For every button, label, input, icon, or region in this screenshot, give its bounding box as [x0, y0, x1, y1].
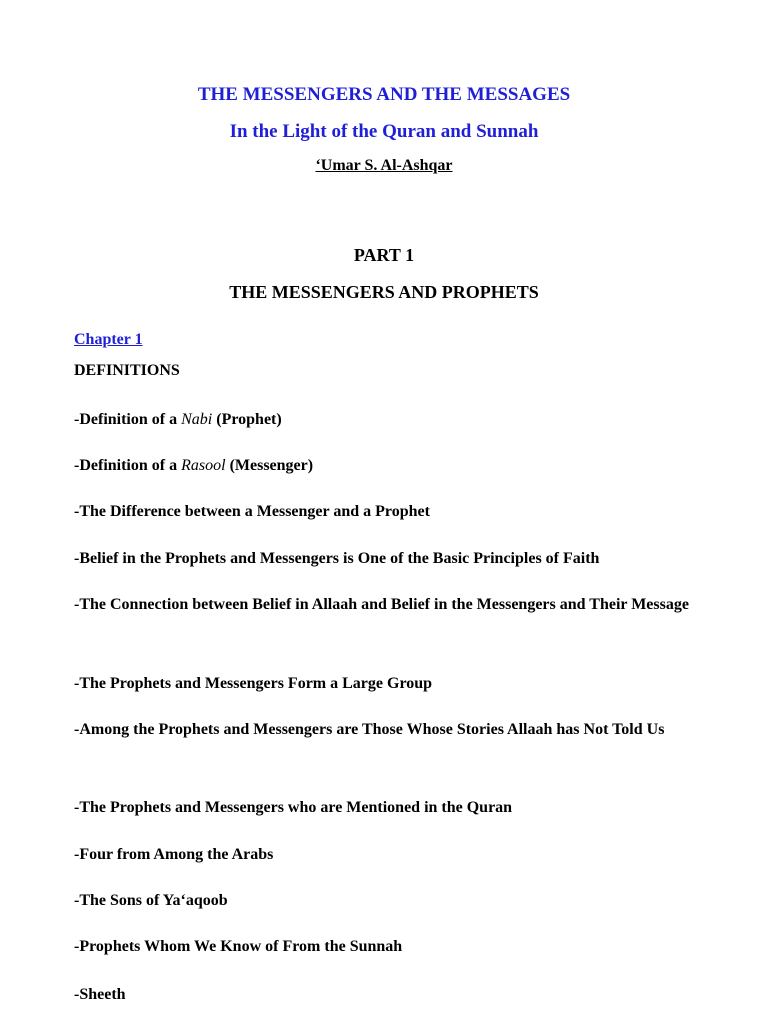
- toc-item-sunnah-prophets: -Prophets Whom We Know of From the Sunnah: [74, 938, 403, 955]
- toc-item-rasool: [74, 450, 694, 481]
- toc-item-sheeth: -Sheeth: [74, 986, 126, 1003]
- chapter-link[interactable]: Chapter 1: [74, 331, 143, 348]
- part-title: THE MESSENGERS AND PROPHETS: [229, 282, 539, 302]
- toc-item-term: Rasool: [181, 457, 226, 474]
- toc-item-untold-stories: -Among the Prophets and Messengers are Those Whose Stories Allaah has Not Told Us: [74, 721, 665, 738]
- toc-item-belief-principles: -Belief in the Prophets and Messengers is One of the Basic Principles of Faith: [74, 550, 600, 567]
- toc-item-sons-yaaqoob: -The Sons of Ya‘aqoob: [74, 892, 228, 909]
- author-line: [0, 157, 768, 175]
- toc-item-suffix: (Prophet): [212, 411, 282, 428]
- toc-item-prefix: -Definition of a: [74, 457, 182, 474]
- toc-item-suffix: (Messenger): [225, 457, 314, 474]
- toc-item-prefix: -Definition of a: [74, 411, 182, 428]
- toc-item-nabi: [74, 404, 694, 435]
- part-label: PART 1: [353, 245, 415, 265]
- toc-item-mentioned-quran: -The Prophets and Messengers who are Mentioned in the Quran: [74, 799, 513, 816]
- toc-item-difference: -The Difference between a Messenger and a Prophet: [74, 503, 430, 520]
- toc-item-connection: -The Connection between Belief in Allaah and Belief in the Messengers and Their Message: [74, 596, 689, 613]
- author-name: ‘Umar S. Al-Ashqar: [315, 157, 453, 174]
- toc-item-large-group: -The Prophets and Messengers Form a Large Group: [74, 675, 433, 692]
- toc-item-four-arabs: -Four from Among the Arabs: [74, 846, 274, 863]
- toc-item-term: Nabi: [181, 411, 213, 428]
- chapter-title: DEFINITIONS: [74, 362, 180, 379]
- document-title: THE MESSENGERS AND THE MESSAGES: [197, 84, 571, 105]
- document-subtitle: In the Light of the Quran and Sunnah: [229, 121, 539, 142]
